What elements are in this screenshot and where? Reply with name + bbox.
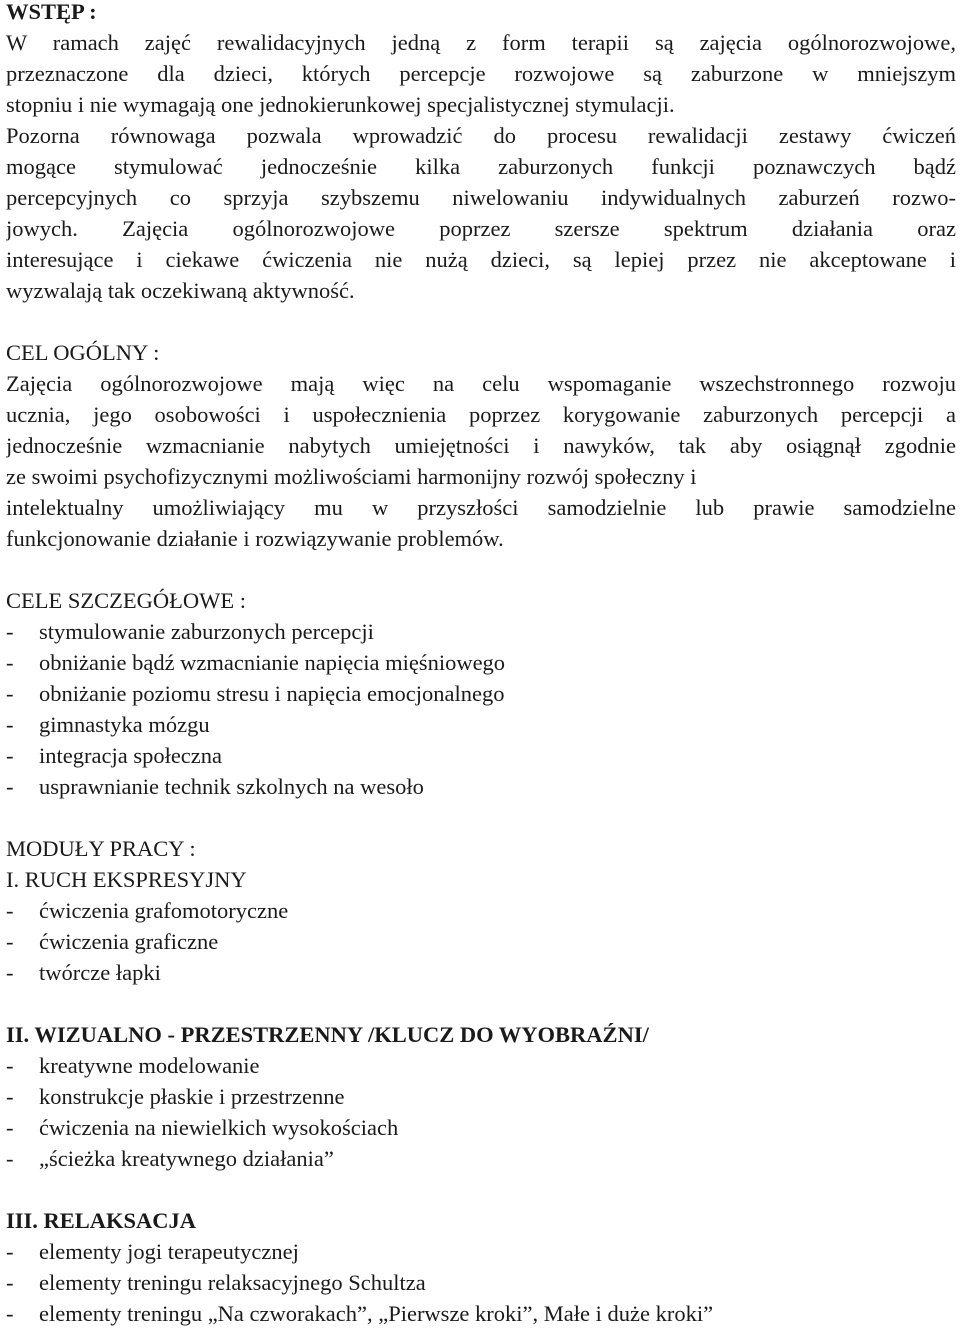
list-item xyxy=(6,616,956,647)
list-item xyxy=(6,740,956,771)
list-item-text: gimnastyka mózgu xyxy=(39,712,210,737)
list-item xyxy=(6,1112,956,1143)
list-item xyxy=(6,709,956,740)
list-item xyxy=(6,678,956,709)
goal-line: ze swoimi psychofizycznymi możliwościami harmonijny rozwój społeczny i xyxy=(6,464,697,489)
list-item xyxy=(6,1081,956,1112)
goal-line: ucznia, jego osobowości i uspołecznienia poprzez korygowanie zaburzonych percepcji a xyxy=(6,402,956,427)
goal-line: intelektualny umożliwiający mu w przyszłości samodzielnie lub prawie samodzielne xyxy=(6,495,956,520)
module-title: II. WIZUALNO - PRZESTRZENNY /KLUCZ DO WYOBRAŹNI/ xyxy=(6,1022,649,1047)
list-item xyxy=(6,771,956,802)
list-item xyxy=(6,1050,956,1081)
list-item-text: kreatywne modelowanie xyxy=(39,1053,260,1078)
list-item-text: integracja społeczna xyxy=(39,743,223,768)
goal-line: funkcjonowanie działanie i rozwiązywanie problemów. xyxy=(6,526,504,551)
intro-line: stopniu i nie wymagają one jednokierunkowej specjalistycznej stymulacji. xyxy=(6,92,675,117)
intro-line: Pozorna równowaga pozwala wprowadzić do procesu rewalidacji zestawy ćwiczeń xyxy=(6,123,956,148)
list-item-text: obniżanie poziomu stresu i napięcia emocjonalnego xyxy=(39,681,505,706)
dash-bullet: - xyxy=(6,619,14,644)
dash-bullet: - xyxy=(6,960,14,985)
spacer xyxy=(6,306,956,337)
list-item-text: konstrukcje płaskie i przestrzenne xyxy=(39,1084,345,1109)
list-item xyxy=(6,647,956,678)
list-item-text: obniżanie bądź wzmacnianie napięcia mięśniowego xyxy=(39,650,506,675)
intro-heading: WSTĘP : xyxy=(6,0,97,24)
intro-line: jowych. Zajęcia ogólnorozwojowe poprzez szersze spektrum działania oraz xyxy=(6,216,956,241)
detailed-heading: CELE SZCZEGÓŁOWE : xyxy=(6,588,246,613)
intro-line: wyzwalają tak oczekiwaną aktywność. xyxy=(6,278,355,303)
list-item xyxy=(6,1267,956,1298)
list-item-text: „ścieżka kreatywnego działania” xyxy=(39,1146,334,1171)
modules-heading: MODUŁY PRACY : xyxy=(6,836,196,861)
module-title: I. RUCH EKSPRESYJNY xyxy=(6,867,247,892)
goal-heading: CEL OGÓLNY : xyxy=(6,340,160,365)
dash-bullet: - xyxy=(6,1301,14,1326)
dash-bullet: - xyxy=(6,1084,14,1109)
list-item xyxy=(6,1143,956,1174)
list-item-text: ćwiczenia grafomotoryczne xyxy=(39,898,289,923)
dash-bullet: - xyxy=(6,898,14,923)
intro-line: przeznaczone dla dzieci, których percepcje rozwojowe są zaburzone w mniejszym xyxy=(6,61,956,86)
list-item-text: twórcze łapki xyxy=(39,960,161,985)
list-item xyxy=(6,926,956,957)
list-item-text: ćwiczenia graficzne xyxy=(39,929,219,954)
dash-bullet: - xyxy=(6,929,14,954)
list-item xyxy=(6,1236,956,1267)
list-item xyxy=(6,1298,956,1329)
dash-bullet: - xyxy=(6,650,14,675)
list-item xyxy=(6,957,956,988)
list-item-text: usprawnianie technik szkolnych na wesoło xyxy=(39,774,424,799)
dash-bullet: - xyxy=(6,712,14,737)
spacer xyxy=(6,802,956,833)
dash-bullet: - xyxy=(6,1146,14,1171)
dash-bullet: - xyxy=(6,774,14,799)
spacer xyxy=(6,988,956,1019)
dash-bullet: - xyxy=(6,1115,14,1140)
goal-line: Zajęcia ogólnorozwojowe mają więc na celu wspomaganie wszechstronnego rozwoju xyxy=(6,371,956,396)
module-title: III. RELAKSACJA xyxy=(6,1208,197,1233)
intro-line: W ramach zajęć rewalidacyjnych jedną z form terapii są zajęcia ogólnorozwojowe, xyxy=(6,30,956,55)
spacer xyxy=(6,1174,956,1205)
dash-bullet: - xyxy=(6,743,14,768)
document-page xyxy=(6,0,956,1329)
list-item xyxy=(6,895,956,926)
intro-line: interesujące i ciekawe ćwiczenia nie nużą dzieci, są lepiej przez nie akceptowane i xyxy=(6,247,956,272)
list-item-text: stymulowanie zaburzonych percepcji xyxy=(39,619,374,644)
intro-line: mogące stymulować jednocześnie kilka zaburzonych funkcji poznawczych bądź xyxy=(6,154,956,179)
spacer xyxy=(6,554,956,585)
dash-bullet: - xyxy=(6,1239,14,1264)
dash-bullet: - xyxy=(6,1270,14,1295)
list-item-text: elementy treningu „Na czworakach”, „Pierwsze kroki”, Małe i duże kroki” xyxy=(39,1301,714,1326)
list-item-text: elementy treningu relaksacyjnego Schultza xyxy=(39,1270,426,1295)
dash-bullet: - xyxy=(6,1053,14,1078)
list-item-text: elementy jogi terapeutycznej xyxy=(39,1239,299,1264)
intro-line: percepcyjnych co sprzyja szybszemu niwelowaniu indywidualnych zaburzeń rozwo- xyxy=(6,185,956,210)
list-item-text: ćwiczenia na niewielkich wysokościach xyxy=(39,1115,399,1140)
goal-line: jednocześnie wzmacnianie nabytych umiejętności i nawyków, tak aby osiągnął zgodnie xyxy=(6,433,956,458)
dash-bullet: - xyxy=(6,681,14,706)
